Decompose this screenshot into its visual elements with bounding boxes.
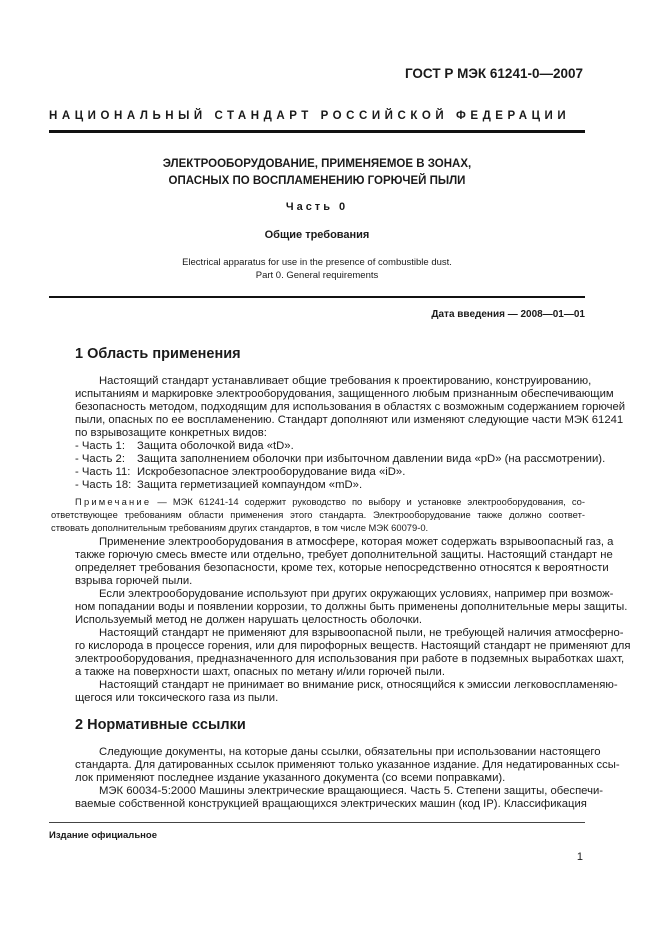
national-standard-banner: НАЦИОНАЛЬНЫЙ СТАНДАРТ РОССИЙСКОЙ ФЕДЕРАЦИИ (49, 110, 571, 122)
edition-label: Издание официальное (49, 830, 157, 841)
top-divider (49, 130, 585, 133)
title-line-2: ОПАСНЫХ ПО ВОСПЛАМЕНЕНИЮ ГОРЮЧЕЙ ПЫЛИ (168, 175, 466, 187)
section-2-heading: 2 Нормативные ссылки (75, 717, 246, 733)
english-title-line-2: Part 0. General requirements (255, 270, 379, 281)
section-1-paragraph-2: Применение электрооборудования в атмосфере, которая может содержать взрывоопасный газ, а также горючую смесь вместе или отдельно, требует дополнительной защиты. Настоящий стандарт не определяет требования безопасности, кроме тех, которые непосредственно относятся к вероятности взрыва горючей пыли. Если электрооборудование используют при других окружающих условиях, например при возмож- ном попадании воды и появлении коррозии, то должны быть применены дополнительные меры защиты. Используемый метод не должен нарушать целостность оболочки. Настоящий стандарт не применяют для взрывоопасной пыли, не требующей наличия атмосферно- го кислорода в процессе горения, или для пирофорных веществ. Настоящий стандарт не применяют для электрооборудования, предназначенного для использования при работе в подземных выработках шахт, а также на поверхности шахт, опасных по метану и/или горючей пыли. Настоящий стандарт не принимает во внимание риск, относящийся к эмиссии легковоспламеняю- щегося или токсического газа из пыли. (75, 536, 631, 704)
list-item: - Часть 1: Защита оболочкой вида «tD». (75, 440, 294, 452)
document-id: ГОСТ Р МЭК 61241-0—2007 (404, 66, 583, 81)
english-title-line-1: Electrical apparatus for use in the presence of combustible dust. (182, 257, 452, 268)
introduction-date: Дата введения — 2008—01—01 (431, 309, 585, 320)
list-item: - Часть 2: Защита заполнением оболочки при избыточном давлении вида «pD» (на рассмотрении). (75, 453, 606, 465)
part-label: Часть 0 (285, 201, 349, 213)
note-block: Примечание — МЭК 61241-14 содержит руководство по выбору и установке электрооборудования, со- ответствующее требованиям области применения этого стандарта. Электрооборудование также должно соответ- ствовать дополнительным требованиям других стандартов, в том числе МЭК 60079-0. (51, 496, 585, 534)
general-requirements: Общие требования (264, 229, 370, 241)
section-1-paragraph-1: Настоящий стандарт устанавливает общие требования к проектированию, конструированию, испытаниям и маркировке электрооборудования, защищенного любым признанным обеспечивающим безопасность методом, подходящим для использования в областях с возможным содержанием горючей пыли, опасных по ее воспламенению. Стандарт дополняют или изменяют следующие части МЭК 61241 по взрывозащите конкретных видов: (75, 375, 626, 439)
footer-divider (49, 822, 585, 823)
list-item: - Часть 18: Защита герметизацией компаундом «mD». (75, 479, 363, 491)
list-item: - Часть 11: Искробезопасное электрооборудование вида «iD». (75, 466, 406, 478)
title-line-1: ЭЛЕКТРООБОРУДОВАНИЕ, ПРИМЕНЯЕМОЕ В ЗОНАХ, (162, 158, 472, 170)
section-2-paragraph-1: Следующие документы, на которые даны ссылки, обязательны при использовании настоящего стандарта. Для датированных ссылок применяют только указанное издание. Для недатированных ссы- лок применяют последнее издание указанного документа (со всеми поправками). МЭК 60034-5:2000 Машины электрические вращающиеся. Часть 5. Степени защиты, обеспечи- ваемые собственной конструкцией вращающихся электрических машин (код IP). Классификация (75, 746, 620, 810)
parts-list (75, 440, 605, 492)
section-1-heading: 1 Область применения (75, 346, 241, 362)
mid-divider (49, 296, 585, 298)
note-label: Примечание (75, 496, 152, 507)
page-number: 1 (576, 851, 583, 863)
